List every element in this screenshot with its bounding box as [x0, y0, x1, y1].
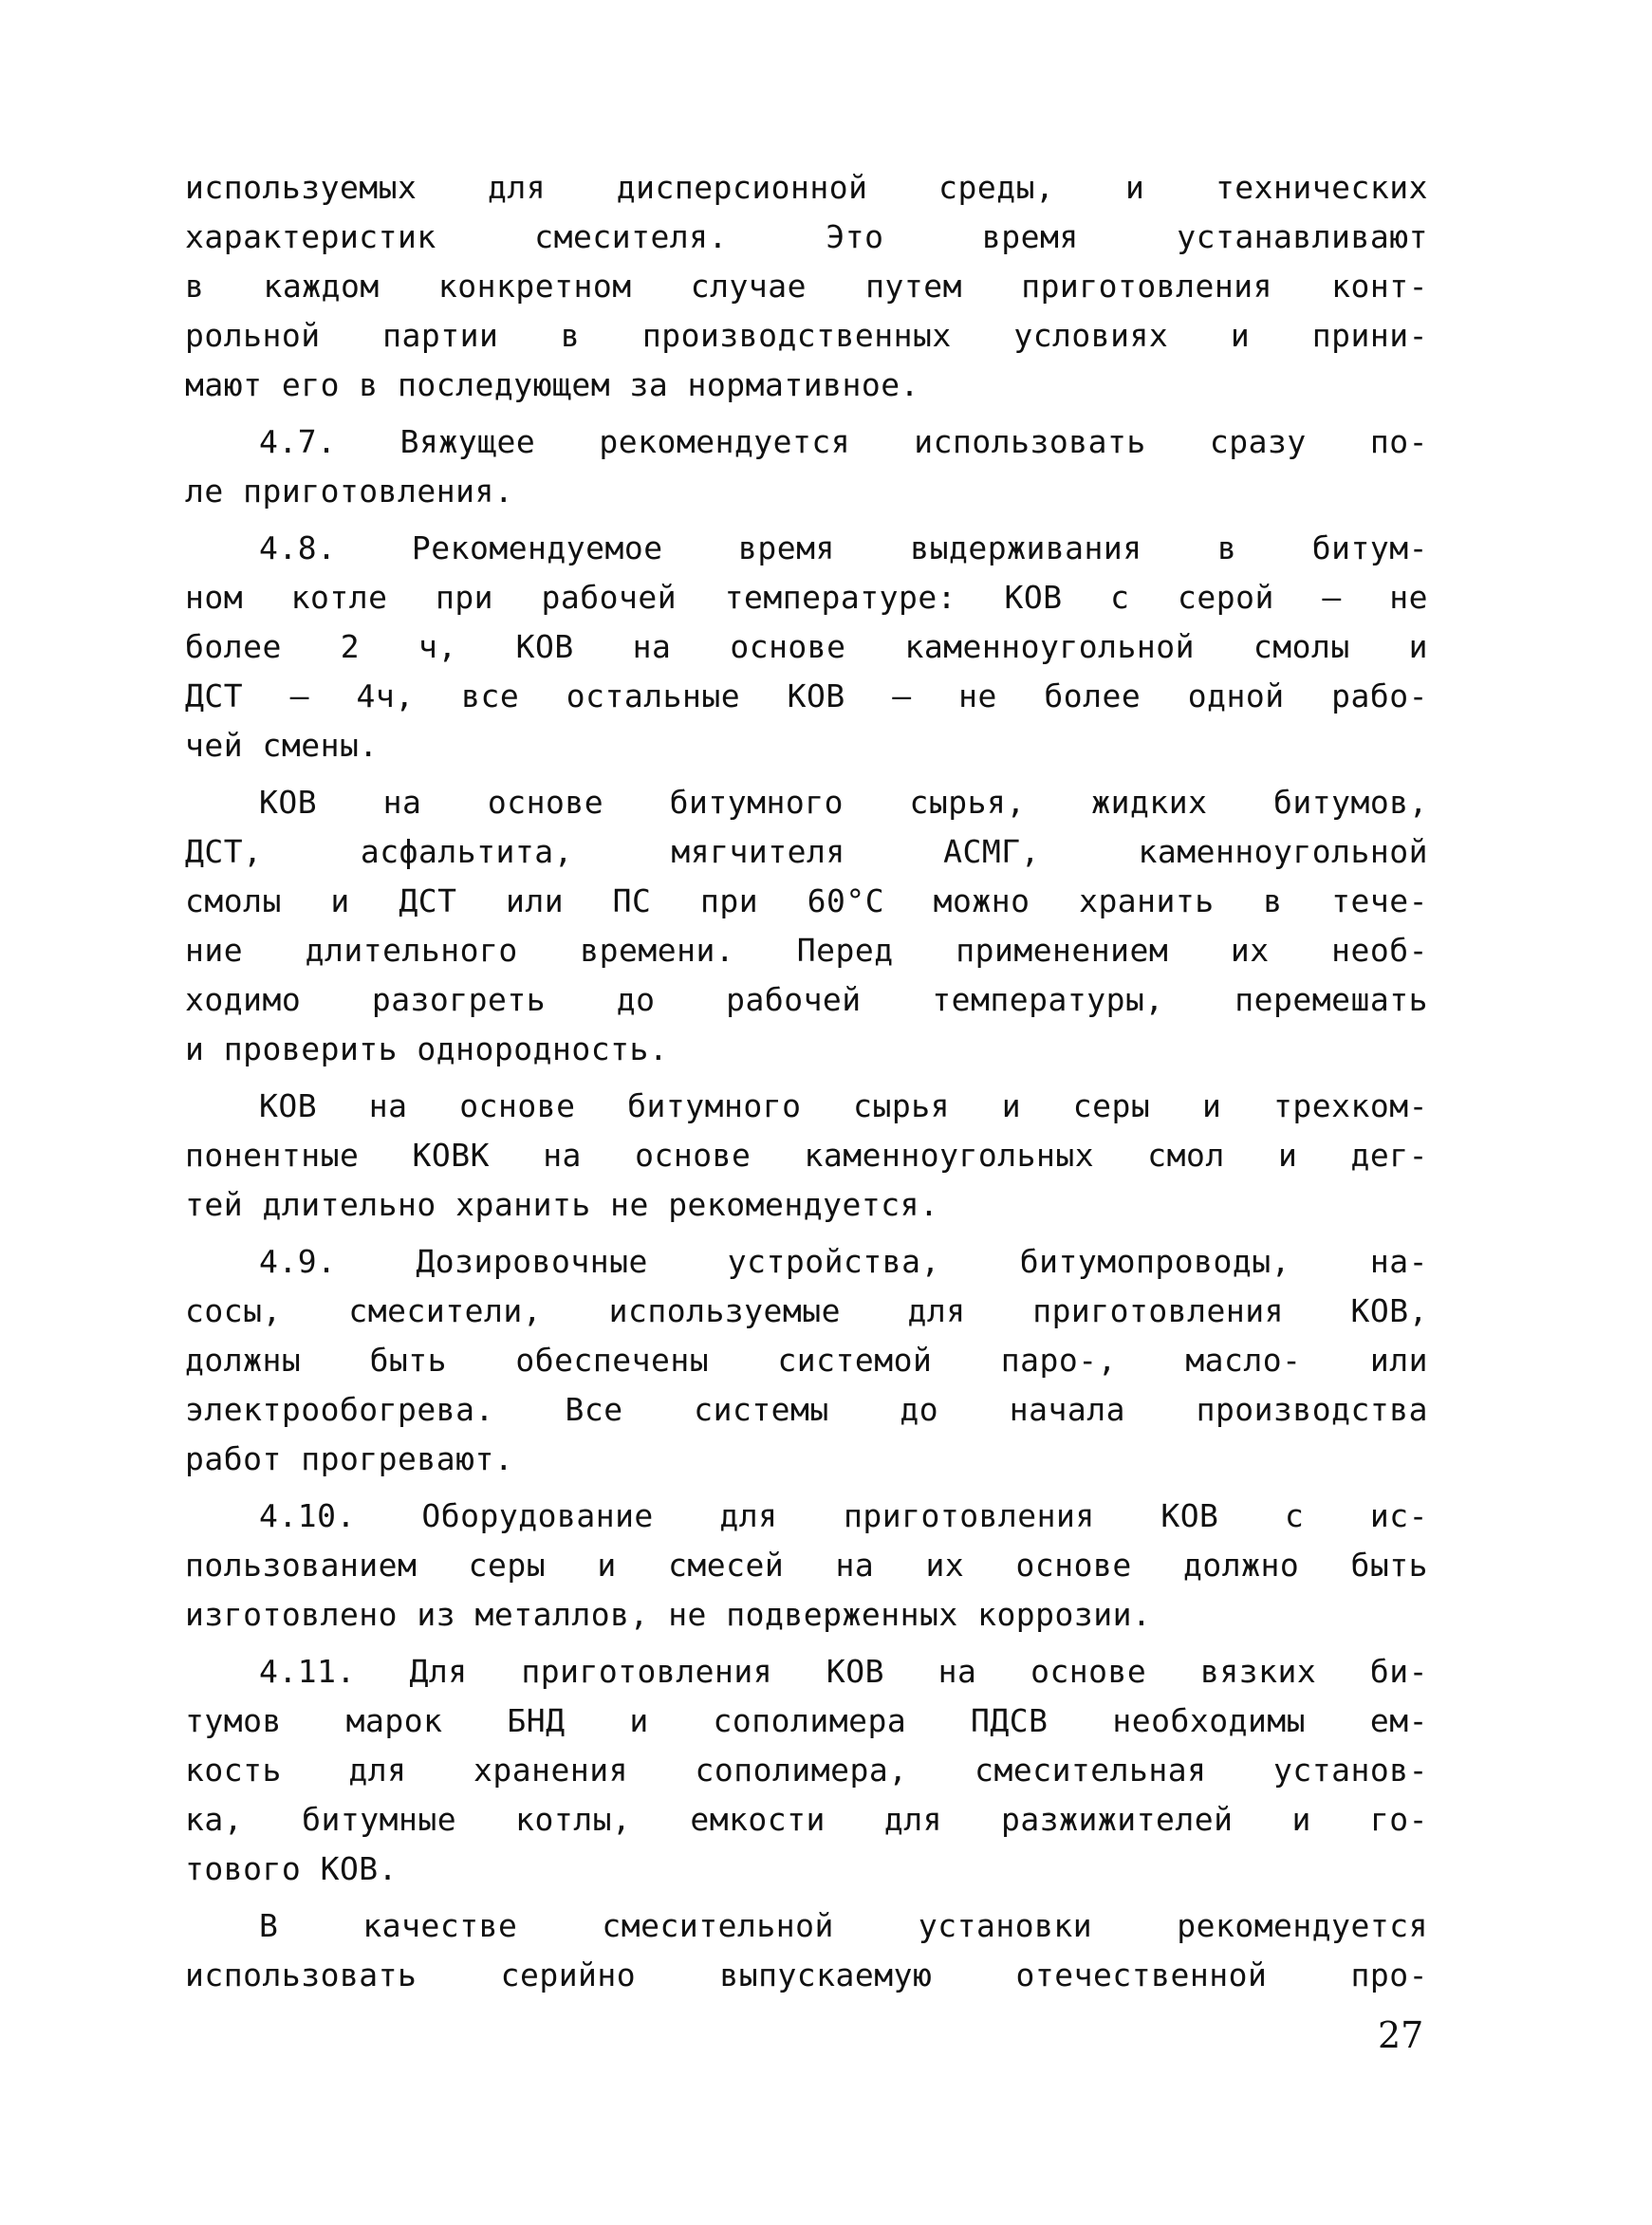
- text-line: сосы, смесители, используемые для приготовления КОВ,: [185, 1292, 1428, 1329]
- text-line: ходимо разогреть до рабочей температуры, перемешать: [185, 981, 1428, 1018]
- text-line: более 2 ч, КОВ на основе каменноугольной смолы и: [185, 628, 1428, 665]
- text-line: и проверить однородность.: [185, 1030, 669, 1067]
- paragraph-storage-restriction: [185, 1082, 1428, 1230]
- text-line: должны быть обеспечены системой паро-, масло- или: [185, 1342, 1428, 1379]
- text-line: работ прогревают.: [185, 1440, 514, 1477]
- text-line: кость для хранения сополимера, смесительная установ-: [185, 1752, 1428, 1789]
- text-line: 4.7. Вяжущее рекомендуется использовать сразу по-: [259, 423, 1428, 460]
- paragraph-storage: [185, 778, 1428, 1074]
- text-line: рольной партии в производственных условиях и прини-: [185, 317, 1428, 354]
- text-line: ка, битумные котлы, емкости для разжижителей и го-: [185, 1801, 1428, 1838]
- text-line: чей смены.: [185, 727, 379, 764]
- text-line: электрообогрева. Все системы до начала производства: [185, 1391, 1428, 1428]
- text-line: В качестве смесительной установки рекомендуется: [259, 1907, 1428, 1944]
- text-line: мают его в последующем за нормативное.: [185, 366, 919, 403]
- paragraph-4-9: [185, 1237, 1428, 1484]
- text-line: 4.11. Для приготовления КОВ на основе вязких би-: [259, 1653, 1428, 1690]
- paragraph-4-8: [185, 524, 1428, 770]
- text-line: использовать серийно выпускаемую отечественной про-: [185, 1956, 1428, 1993]
- text-line: изготовлено из металлов, не подверженных коррозии.: [185, 1596, 1152, 1633]
- page-number: 27: [1378, 2014, 1424, 2056]
- text-line: пользованием серы и смесей на их основе должно быть: [185, 1547, 1428, 1584]
- text-line: используемых для дисперсионной среды, и технических: [185, 169, 1428, 206]
- text-line: смолы и ДСТ или ПС при 60°С можно хранить в тече-: [185, 882, 1428, 919]
- text-line: 4.8. Рекомендуемое время выдерживания в битум-: [259, 529, 1428, 566]
- text-line: ДСТ, асфальтита, мягчителя АСМГ, каменноугольной: [185, 833, 1428, 870]
- paragraph-4-7: [185, 417, 1428, 516]
- paragraph-4-10: [185, 1492, 1428, 1640]
- text-line: понентные КОВК на основе каменноугольных смол и дег-: [185, 1137, 1428, 1174]
- text-line: 4.10. Оборудование для приготовления КОВ с ис-: [259, 1497, 1428, 1534]
- text-line: тумов марок БНД и сополимера ПДСВ необходимы ем-: [185, 1702, 1428, 1739]
- text-line: ние длительного времени. Перед применением их необ-: [185, 932, 1428, 969]
- text-line: ном котле при рабочей температуре: КОВ с серой – не: [185, 579, 1428, 616]
- text-line: КОВ на основе битумного сырья и серы и трехком-: [259, 1087, 1428, 1124]
- text-line: ле приготовления.: [185, 473, 514, 510]
- text-line: тей длительно хранить не рекомендуется.: [185, 1186, 939, 1223]
- paragraph-4-11: [185, 1647, 1428, 1894]
- text-line: тового КОВ.: [185, 1850, 399, 1887]
- paragraph-continuation: [185, 163, 1428, 410]
- text-line: ДСТ – 4ч, все остальные КОВ – не более одной рабо-: [185, 677, 1428, 714]
- document-page: [185, 163, 1428, 2008]
- paragraph-mixing-unit: [185, 1901, 1428, 2000]
- text-line: КОВ на основе битумного сырья, жидких битумов,: [259, 784, 1428, 821]
- text-line: в каждом конкретном случае путем приготовления конт-: [185, 268, 1428, 305]
- text-line: характеристик смесителя. Это время устанавливают: [185, 218, 1428, 255]
- text-line: 4.9. Дозировочные устройства, битумопроводы, на-: [259, 1243, 1428, 1280]
